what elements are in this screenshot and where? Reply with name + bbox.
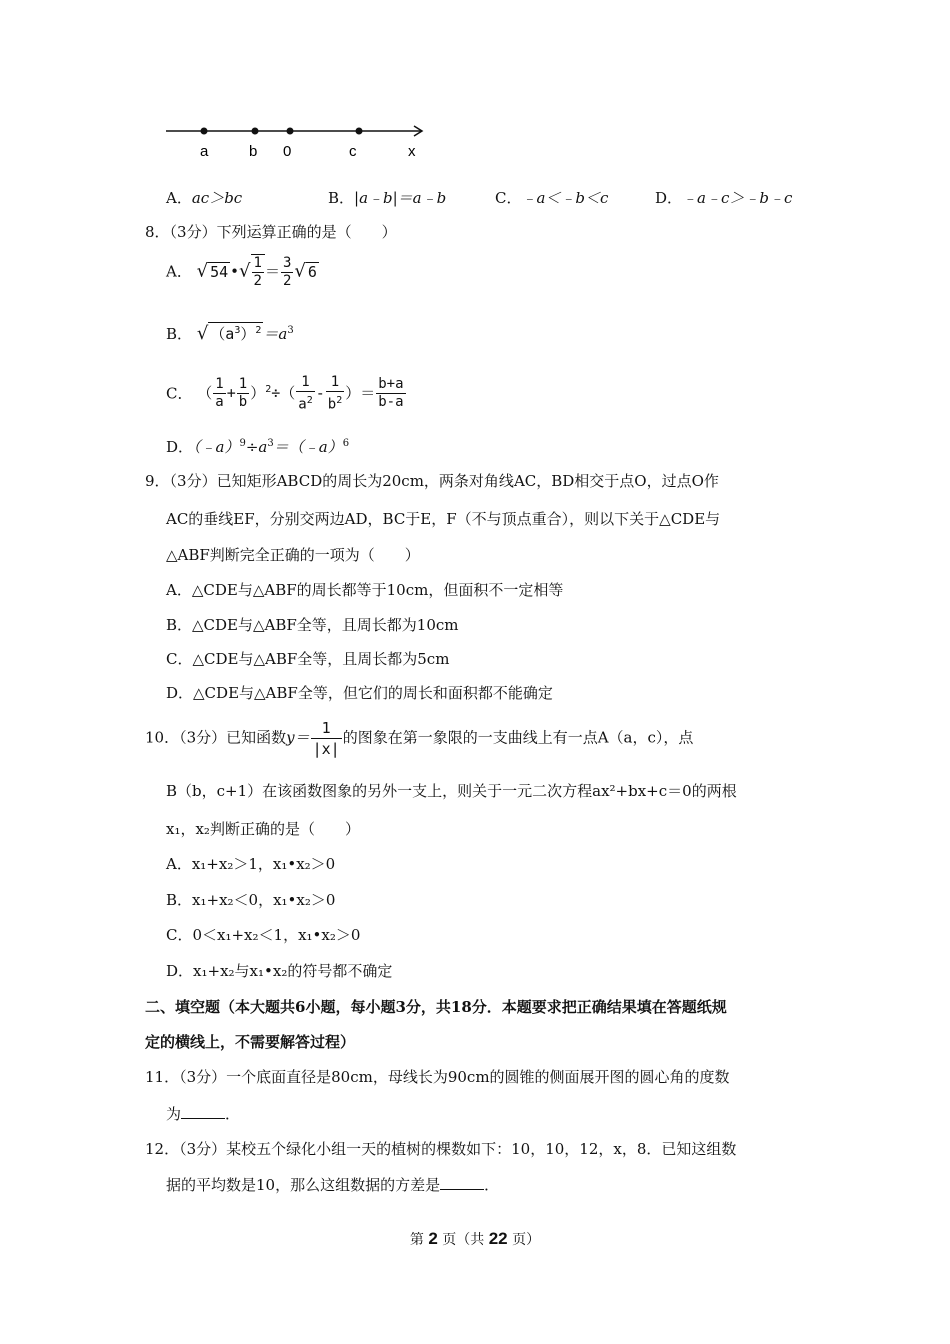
q12-line-2: 据的平均数是10，那么这组数据的方差是 ．: [166, 1176, 500, 1194]
point-b: [252, 128, 259, 135]
q7-option-c: C．﹣a＜﹣b＜c: [495, 189, 609, 207]
q8-stem: 8．（3分）下列运算正确的是（ ）: [145, 223, 397, 241]
q10-option-c: C．0＜x₁+x₂＜1，x₁•x₂＞0: [166, 926, 361, 944]
label-b: b: [249, 143, 258, 160]
q10-option-d: D．x₁+x₂与x₁•x₂的符号都不确定: [166, 962, 393, 980]
answer-blank[interactable]: [440, 1175, 484, 1190]
q8-option-d: D．$(﹣a)^9\div a^3=(﹣a)^6$: [166, 438, 350, 456]
q9-line-1: 9．（3分）已知矩形ABCD的周长为20cm，两条对角线AC，BD相交于点O，过点O作: [145, 472, 719, 490]
q10-line-1: 10．（3分）已知函数y＝ $\frac{1}{|x|}$ 的图象在第一象限的一支曲线上有一点A（a，c），点: [145, 719, 694, 758]
q9-line-2: AC的垂线EF，分别交两边AD，BC于E，F（不与顶点重合），则以下关于△CDE与: [166, 510, 721, 528]
q10-option-b: B．x₁+x₂＜0，x₁•x₂＞0: [166, 891, 336, 909]
q8-option-c: C． （ $\frac{1}{a}$ + $\frac{1}{b}$ ）$^2$÷（ $\frac{1}{a^2}$ - $\frac{1}{b^2}$ ）＝ $\frac{b+a}{b-a}$: [166, 374, 404, 413]
answer-blank[interactable]: [181, 1104, 225, 1119]
q10-line-3: x₁，x₂判断正确的是（ ）: [166, 820, 360, 838]
q11-line-2: 为 ．: [166, 1105, 241, 1123]
q9-option-a: A．△CDE与△ABF的周长都等于10cm，但面积不一定相等: [166, 581, 564, 599]
q7-option-a: A．ac＞bc: [166, 189, 243, 207]
q8-option-a: A． √ 54 •√ $\frac{1}{2}$ ＝ $\frac{3}{2}$ √ 6: [166, 255, 317, 289]
number-line: [160, 118, 435, 163]
point-c: [356, 128, 363, 135]
label-0: 0: [283, 143, 292, 160]
label-x: x: [408, 143, 416, 160]
q7-option-d: D．﹣a﹣c＞﹣b﹣c: [655, 189, 793, 207]
q10-option-a: A．x₁+x₂＞1，x₁•x₂＞0: [166, 855, 336, 873]
q12-line-1: 12．（3分）某校五个绿化小组一天的植树的棵数如下：10，10，12，x，8．已知这组数: [145, 1140, 737, 1158]
section2-heading-line-2: 定的横线上，不需要解答过程）: [145, 1033, 356, 1051]
q11-line-1: 11．（3分）一个底面直径是80cm，母线长为90cm的圆锥的侧面展开图的圆心角的度数: [145, 1068, 730, 1086]
q9-line-3: △ABF判断完全正确的一项为（ ）: [166, 546, 420, 564]
point-a: [201, 128, 208, 135]
q10-line-2: B（b，c+1）在该函数图象的另外一支上，则关于一元二次方程ax²+bx+c＝0的两根: [166, 782, 737, 800]
page-footer: 第 2 页（共 22 页）: [409, 1229, 541, 1248]
point-0: [287, 128, 294, 135]
section2-heading-line-1: 二、填空题（本大题共6小题，每小题3分，共18分．本题要求把正确结果填在答题纸规: [145, 998, 727, 1016]
q9-option-d: D．△CDE与△ABF全等，但它们的周长和面积都不能确定: [166, 684, 553, 702]
q9-option-b: B．△CDE与△ABF全等，且周长都为10cm: [166, 616, 459, 634]
label-c: c: [349, 143, 357, 160]
q7-option-b: B．|a﹣b|＝a﹣b: [328, 189, 447, 207]
q8-option-b: B． √ $(a^3)^2 =a^3$: [166, 323, 294, 344]
q9-option-c: C．△CDE与△ABF全等，且周长都为5cm: [166, 650, 450, 668]
label-a: a: [200, 143, 209, 160]
